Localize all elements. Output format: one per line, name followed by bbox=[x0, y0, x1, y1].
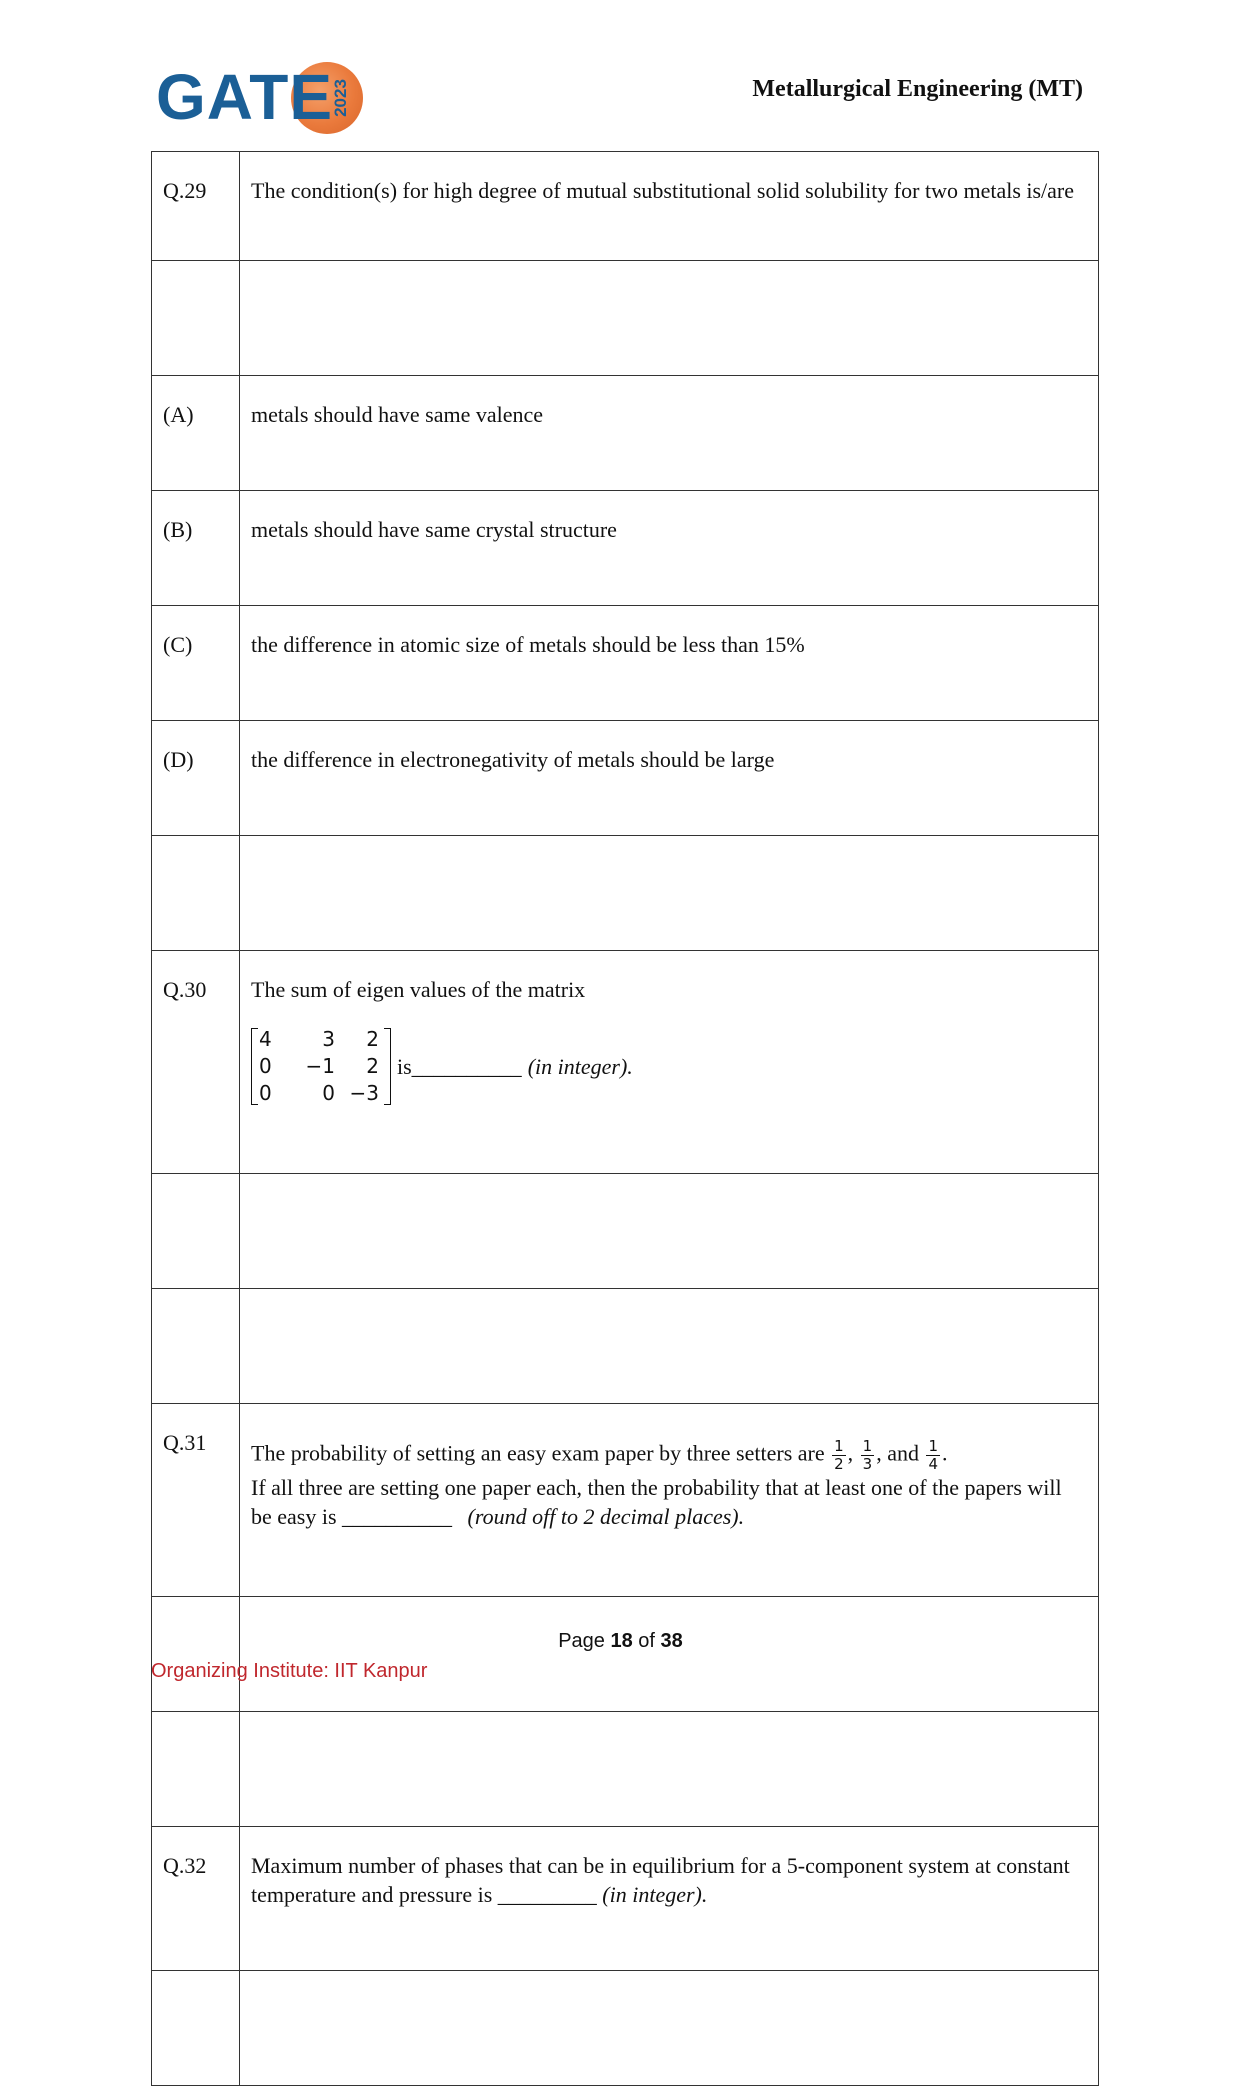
question-number: Q.30 bbox=[152, 951, 240, 1174]
matrix-cell: 0 bbox=[259, 1081, 272, 1105]
separator: , bbox=[847, 1440, 854, 1466]
question-number: Q.31 bbox=[152, 1404, 240, 1597]
blank-row bbox=[152, 1597, 1099, 1712]
option-text: metals should have same crystal structure bbox=[240, 491, 1099, 606]
page-number: Page 18 of 38 bbox=[558, 1630, 683, 1652]
matrix-cell: 0 bbox=[322, 1081, 335, 1105]
question-text: The probability of setting an easy exam paper by three setters are bbox=[251, 1440, 825, 1466]
option-row-b bbox=[152, 491, 1099, 606]
answer-hint: (in integer). bbox=[527, 1054, 633, 1079]
conjunction: , and bbox=[876, 1440, 919, 1466]
question-row-29 bbox=[152, 152, 1099, 261]
fraction: $\frac{1}{4}$ bbox=[928, 1437, 939, 1473]
question-text-line bbox=[251, 1438, 1086, 1473]
option-label: (C) bbox=[152, 606, 240, 721]
matrix-cell: 0 bbox=[259, 1054, 272, 1078]
blank-row bbox=[152, 836, 1099, 951]
blank-row bbox=[152, 261, 1099, 376]
matrix-cell: 2 bbox=[366, 1054, 379, 1078]
period: . bbox=[942, 1440, 948, 1466]
option-text: metals should have same valence bbox=[240, 376, 1099, 491]
blank-row bbox=[152, 1971, 1099, 2086]
question-text: If all three are setting one paper each, then the probability that at least one of the papers will be easy is __________ bbox=[251, 1475, 1062, 1529]
question-table bbox=[151, 151, 1099, 2086]
blank-row bbox=[152, 1289, 1099, 1404]
matrix bbox=[251, 1026, 391, 1107]
answer-hint: (round off to 2 decimal places). bbox=[467, 1504, 745, 1529]
logo-year: 2023 bbox=[330, 79, 350, 117]
option-row-c bbox=[152, 606, 1099, 721]
organizer-text: Organizing Institute: IIT Kanpur bbox=[151, 1660, 428, 1682]
question-text: The sum of eigen values of the matrix bbox=[251, 977, 586, 1002]
matrix-cell: 3 bbox=[322, 1027, 335, 1051]
fraction: $\frac{1}{3}$ bbox=[862, 1437, 873, 1473]
matrix-cell: 4 bbox=[259, 1027, 272, 1051]
logo-text: GATE bbox=[156, 61, 334, 133]
matrix-cell: −3 bbox=[349, 1081, 379, 1105]
paper-title: Metallurgical Engineering (MT) bbox=[752, 76, 1083, 102]
answer-hint: (in integer). bbox=[602, 1882, 708, 1907]
blank-row bbox=[152, 1712, 1099, 1827]
option-label: (D) bbox=[152, 721, 240, 836]
question-number: Q.29 bbox=[152, 152, 240, 261]
question-text: Maximum number of phases that can be in equilibrium for a 5-component system at constant temperature and pressure is _________ bbox=[251, 1853, 1070, 1907]
question-row-32 bbox=[152, 1827, 1099, 1971]
matrix-cell: 2 bbox=[366, 1027, 379, 1051]
gate-logo bbox=[156, 60, 356, 140]
option-row-d bbox=[152, 721, 1099, 836]
answer-blank: is__________ bbox=[397, 1054, 522, 1079]
option-text: the difference in electronegativity of metals should be large bbox=[240, 721, 1099, 836]
matrix-cell: −1 bbox=[305, 1054, 335, 1078]
option-label: (B) bbox=[152, 491, 240, 606]
question-row-30 bbox=[152, 951, 1099, 1174]
fraction: $\frac{1}{2}$ bbox=[834, 1437, 844, 1473]
option-text: the difference in atomic size of metals should be less than 15% bbox=[240, 606, 1099, 721]
blank-row bbox=[152, 1174, 1099, 1289]
question-number: Q.32 bbox=[152, 1827, 240, 1971]
option-label: (A) bbox=[152, 376, 240, 491]
question-text: The condition(s) for high degree of mutual substitutional solid solubility for two metals is/are bbox=[240, 152, 1099, 261]
option-row-a bbox=[152, 376, 1099, 491]
question-row-31 bbox=[152, 1404, 1099, 1597]
